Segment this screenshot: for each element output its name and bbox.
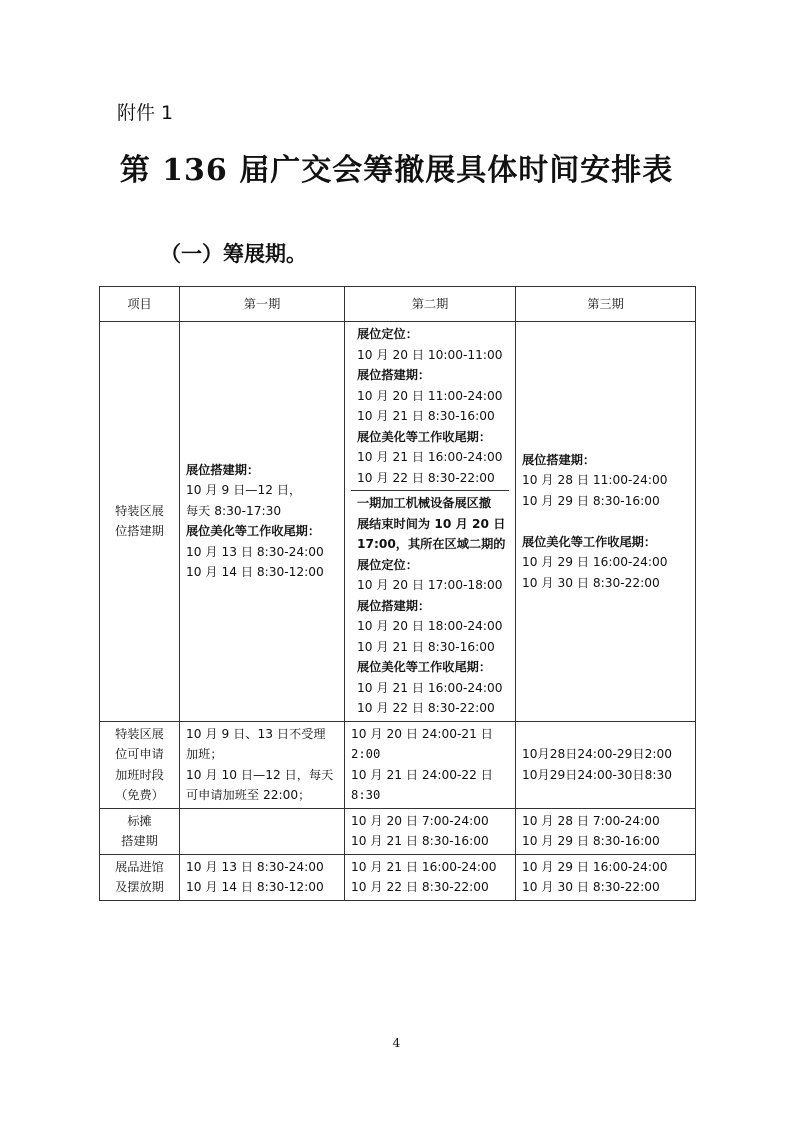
header-phase-1: 第一期: [180, 287, 345, 322]
document-title: 第 136 届广交会筹撤展具体时间安排表: [119, 153, 674, 188]
cell-line: 10 月 21 日 24:00-22 日: [351, 767, 493, 782]
cell-phase-2: [345, 808, 516, 854]
cell-line: 一期加工机械设备展区撤: [357, 496, 492, 510]
table-row: [100, 808, 696, 854]
cell-line: 10 月 21 日 16:00-24:00: [351, 859, 497, 874]
cell-line: 展结束时间为 10 月 20 日: [357, 516, 506, 531]
schedule-table: [99, 286, 696, 901]
cell-phase-1: [180, 808, 345, 854]
cell-line: 10 月 29 日 16:00-24:00: [522, 555, 668, 569]
cell-line: 10 月 13 日 8:30-24:00: [186, 859, 324, 874]
page-number: 4: [392, 1036, 401, 1050]
cell-line: 展位搭建期：: [357, 598, 431, 613]
row-label: [100, 721, 180, 808]
cell-line: 10 月 21 日 8:30-16:00: [357, 409, 495, 423]
cell-line: 10 月 9 日、13 日不受理: [186, 726, 326, 741]
cell-line: 10月28日24:00-29日2:00: [522, 747, 672, 761]
cell-phase-2: [345, 854, 516, 900]
cell-line: 展位美化等工作收尾期：: [357, 429, 492, 444]
cell-phase-1: [180, 854, 345, 900]
cell-line: 10 月 21 日 8:30-16:00: [357, 639, 495, 654]
cell-line: 10 月 20 日 17:00-18:00: [357, 578, 503, 592]
cell-line: 8:30: [351, 788, 381, 802]
phase-2-normal-block: [351, 324, 509, 491]
cell-line: 10 月 28 日 7:00-24:00: [522, 813, 660, 828]
cell-phase-2: [345, 322, 516, 722]
section-heading: （一）筹展期。: [160, 241, 307, 266]
cell-line: 展位搭建期：: [357, 368, 431, 382]
cell-line: 10 月 14 日 8:30-12:00: [186, 565, 324, 580]
cell-line: 10 月 21 日 8:30-16:00: [351, 834, 489, 848]
attachment-label: 附件 1: [117, 102, 174, 124]
cell-line: [522, 511, 689, 532]
cell-line: 加班时段: [115, 767, 164, 782]
cell-line: 10 月 20 日 18:00-24:00: [357, 619, 503, 633]
cell-line: 10 月 9 日—12 日，: [186, 483, 302, 498]
cell-line: 10 月 30 日 8:30-22:00: [522, 575, 660, 590]
cell-phase-3: [516, 808, 696, 854]
row-label: [100, 808, 180, 854]
cell-line: 10 月 22 日 8:30-22:00: [357, 701, 495, 715]
table-row: [100, 322, 696, 722]
cell-line: 标摊: [127, 813, 152, 828]
cell-line: 展位搭建期：: [522, 452, 596, 467]
cell-line: 位可申请: [115, 747, 164, 761]
cell-line: 展位美化等工作收尾期：: [186, 524, 321, 539]
cell-line: （免费）: [115, 788, 164, 802]
cell-line: 特装区展: [115, 726, 164, 741]
table-row: [100, 854, 696, 900]
cell-phase-1: [180, 322, 345, 722]
cell-phase-1: [180, 721, 345, 808]
cell-line: 10 月 21 日 16:00-24:00: [357, 450, 503, 464]
row-label: [100, 322, 180, 722]
cell-line: 展位搭建期：: [186, 462, 260, 477]
cell-line: 展位美化等工作收尾期：: [357, 660, 492, 674]
header-phase-2: 第二期: [345, 287, 516, 322]
cell-line: 10 月 29 日 8:30-16:00: [522, 493, 660, 508]
cell-line: 每天 8:30-17:30: [186, 503, 282, 518]
cell-line: 搭建期: [121, 834, 158, 848]
cell-line: 10 月 20 日 24:00-21 日: [351, 726, 493, 741]
table-header-row: [100, 287, 696, 322]
cell-line: 10 月 29 日 8:30-16:00: [522, 834, 660, 848]
cell-line: 可申请加班至 22:00；: [186, 788, 311, 802]
header-phase-3: 第三期: [516, 287, 696, 322]
header-item: 项目: [100, 287, 180, 322]
cell-line: 展品进馆: [115, 859, 164, 874]
cell-line: 10 月 21 日 16:00-24:00: [357, 680, 503, 695]
phase-2-machinery-block: [351, 491, 509, 719]
cell-line: 展位定位：: [357, 557, 418, 572]
cell-line: 及摆放期: [115, 880, 164, 894]
cell-line: 10 月 28 日 11:00-24:00: [522, 473, 668, 487]
row-label: [100, 854, 180, 900]
cell-line: 10 月 22 日 8:30-22:00: [357, 470, 495, 485]
cell-line: 10 月 29 日 16:00-24:00: [522, 859, 668, 874]
cell-line: 10 月 10 日—12 日，每天: [186, 767, 334, 782]
cell-phase-2: [345, 721, 516, 808]
cell-line: 10 月 30 日 8:30-22:00: [522, 880, 660, 894]
cell-line: 10 月 22 日 8:30-22:00: [351, 880, 489, 894]
cell-line: 加班；: [186, 747, 223, 761]
cell-line: 10月29日24:00-30日8:30: [522, 767, 672, 782]
cell-line: 10 月 13 日 8:30-24:00: [186, 544, 324, 559]
cell-line: 特装区展: [115, 503, 164, 518]
cell-line: 10 月 20 日 7:00-24:00: [351, 813, 489, 828]
cell-line: 展位美化等工作收尾期：: [522, 534, 657, 549]
cell-line: 位搭建期: [115, 524, 164, 539]
cell-phase-3: [516, 854, 696, 900]
cell-line: 10 月 20 日 10:00-11:00: [357, 347, 503, 362]
cell-line: 展位定位：: [357, 327, 418, 341]
cell-phase-3: [516, 322, 696, 722]
cell-phase-3: [516, 721, 696, 808]
table-row: [100, 721, 696, 808]
cell-line: 10 月 14 日 8:30-12:00: [186, 880, 324, 894]
cell-line: 10 月 20 日 11:00-24:00: [357, 388, 503, 403]
cell-line: 17:00，其所在区域二期的: [357, 537, 506, 551]
cell-line: 2:00: [351, 747, 381, 761]
